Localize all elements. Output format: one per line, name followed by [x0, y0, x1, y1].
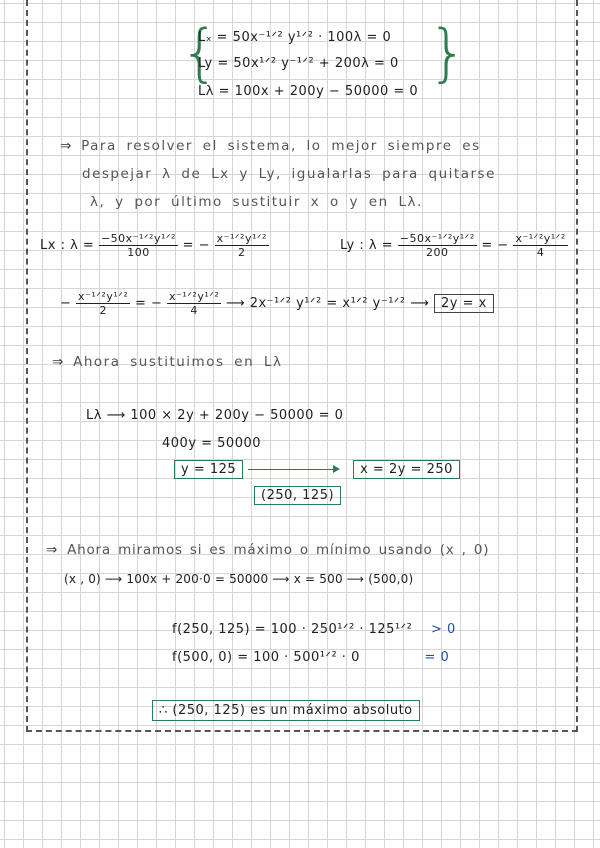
implies-arrow-icon: ⇒ [52, 354, 64, 370]
implies-arrow-icon: ⇒ [46, 542, 58, 558]
note1-line2: despejar λ de Lx y Ly, igualarlas para quitarse [82, 166, 496, 182]
note1-line1: ⇒ Para resolver el sistema, lo mejor siempre es [60, 138, 481, 154]
f-value-1: f(250, 125) = 100 · 250¹ᐟ² · 125¹ᐟ² > 0 [172, 622, 456, 637]
x-result-box: x = 2y = 250 [353, 460, 460, 479]
equate-lambdas: − $\frac{\text{x⁻¹ᐟ²y¹ᐟ²}}{2}$ = − $\frac{\text{x⁻¹ᐟ²y¹ᐟ²}}{4}$ ⟶ 2x⁻¹ᐟ² y¹ᐟ² = x¹ᐟ² y⁻¹ᐟ² ⟶ 2y = x [60, 290, 494, 317]
y-result-box: y = 125 [174, 460, 243, 479]
system-eq-3: Lλ = 100x + 200y − 50000 = 0 [198, 84, 419, 99]
boxed-relation: 2y = x [434, 294, 494, 313]
implies-arrow-icon: ⇒ [60, 138, 72, 154]
fraction: $\frac{\text{x⁻¹ᐟ²y¹ᐟ²}}{4}$ [169, 290, 220, 317]
critical-point: (250, 125) [254, 488, 341, 503]
fraction: $\frac{\text{−50x⁻¹ᐟ²y¹ᐟ²}}{200}$ [399, 232, 475, 259]
green-arrow-icon [248, 469, 338, 470]
subst-line2: 400y = 50000 [162, 436, 262, 451]
fraction: $\frac{\text{x⁻¹ᐟ²y¹ᐟ²}}{2}$ [78, 290, 129, 317]
f-value-2: f(500, 0) = 100 · 500¹ᐟ² · 0 = 0 [172, 650, 450, 665]
subst-line1: Lλ ⟶ 100 × 2y + 200y − 50000 = 0 [86, 408, 344, 423]
system-eq-1: Lₓ = 50x⁻¹ᐟ² y¹ᐟ² · 100λ = 0 [198, 30, 392, 45]
lambda-x-expression: Lx : λ = $\frac{\text{−50x⁻¹ᐟ²y¹ᐟ²}}{100}$ = − $\frac{\text{x⁻¹ᐟ²y¹ᐟ²}}{2}$ [40, 232, 267, 259]
lambda-y-expression: Ly : λ = $\frac{\text{−50x⁻¹ᐟ²y¹ᐟ²}}{200}$ = − $\frac{\text{x⁻¹ᐟ²y¹ᐟ²}}{4}$ [340, 232, 566, 259]
system-eq-2: Ly = 50x¹ᐟ² y⁻¹ᐟ² + 200λ = 0 [198, 56, 399, 71]
fraction: $\frac{\text{x⁻¹ᐟ²y¹ᐟ²}}{4}$ [515, 232, 566, 259]
fraction: $\frac{\text{x⁻¹ᐟ²y¹ᐟ²}}{2}$ [216, 232, 267, 259]
conclusion: ∴ (250, 125) es un máximo absoluto [152, 703, 420, 718]
note2: ⇒ Ahora sustituimos en Lλ [52, 354, 283, 370]
left-brace: { [180, 16, 220, 89]
check-line: (x , 0) ⟶ 100x + 200·0 = 50000 ⟶ x = 500 ⟶ (500,0) [64, 572, 414, 586]
right-brace: } [428, 16, 468, 89]
fraction: $\frac{\text{−50x⁻¹ᐟ²y¹ᐟ²}}{100}$ [100, 232, 176, 259]
note1-line3: λ, y por último sustituir x o y en Lλ. [90, 194, 423, 210]
subst-results [174, 462, 460, 477]
note3: ⇒ Ahora miramos si es máximo o mínimo usando (x , 0) [46, 542, 490, 558]
